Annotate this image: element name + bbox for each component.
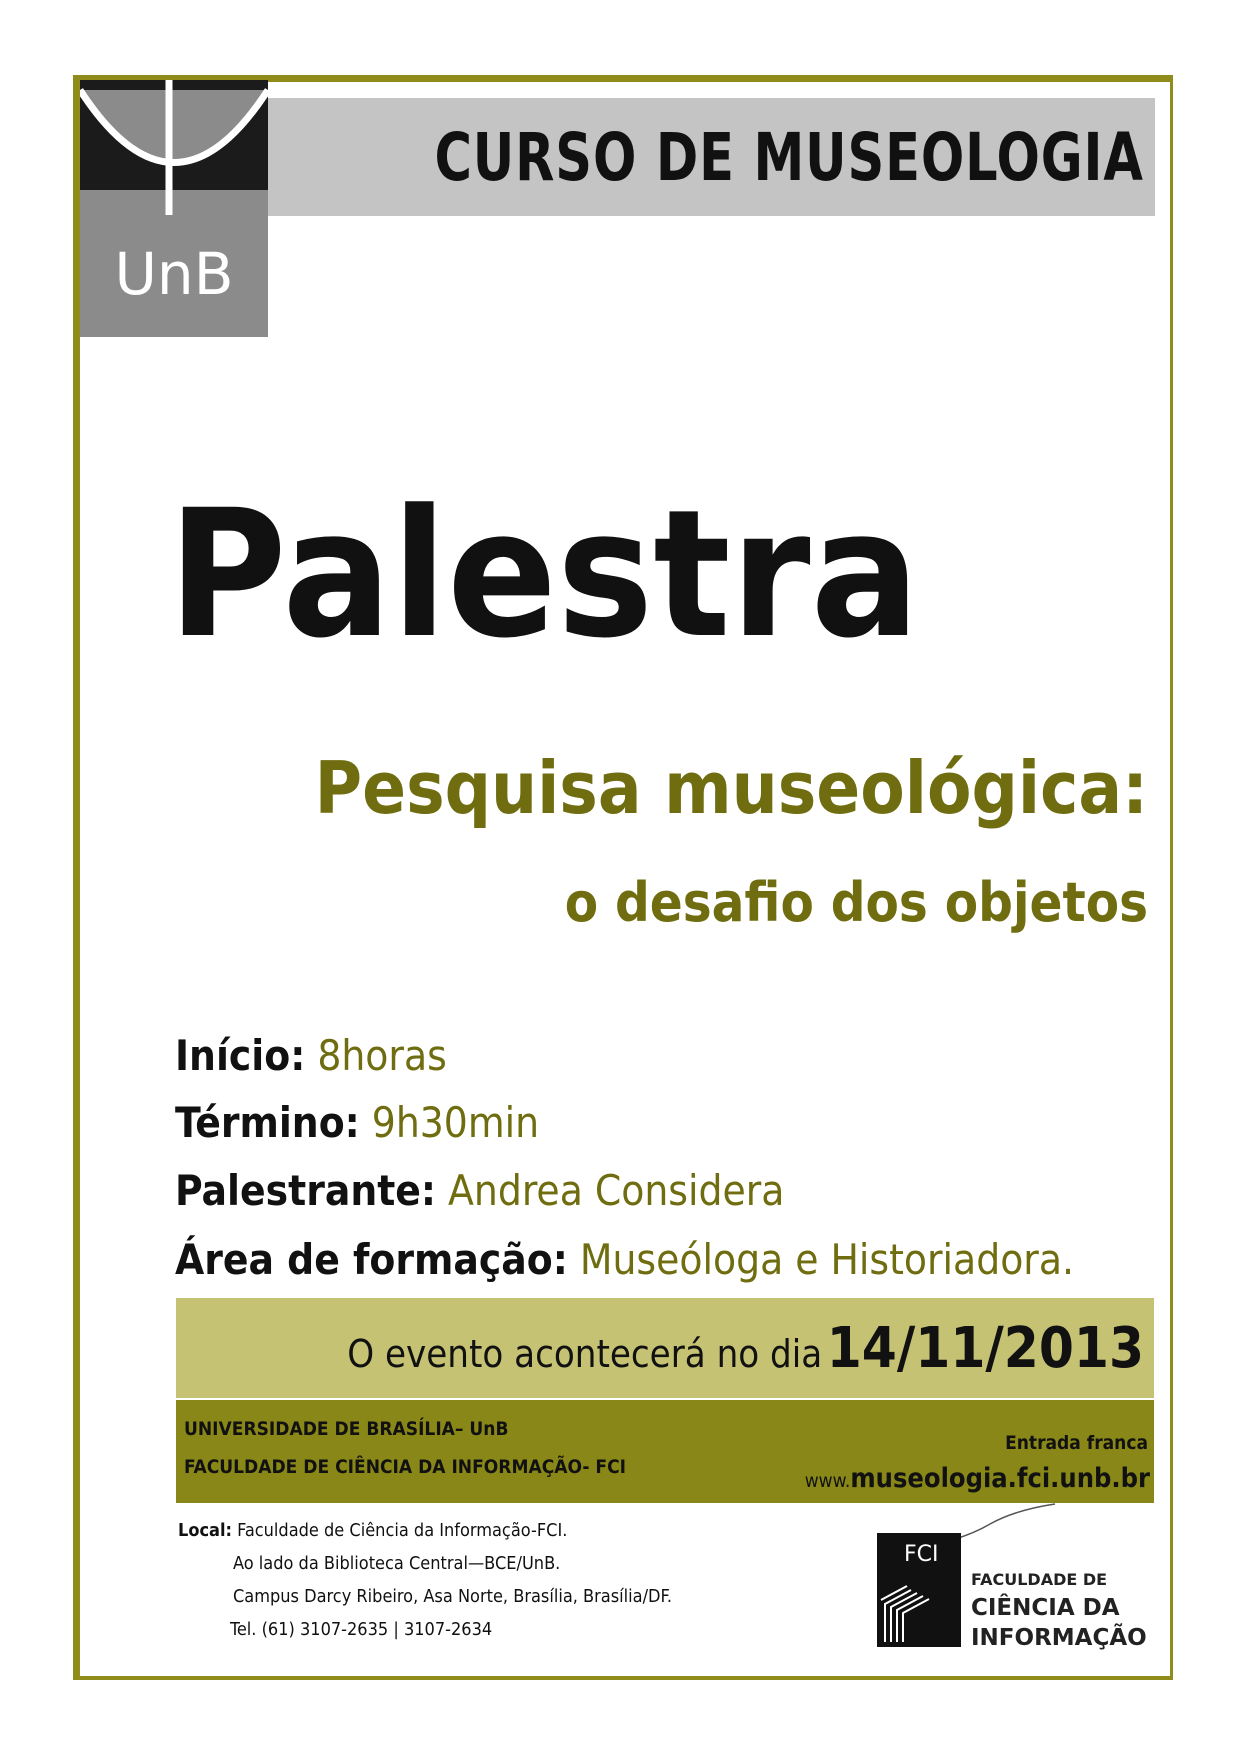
course-title: CURSO DE MUSEOLOGIA	[434, 119, 1144, 196]
url-domain: museologia.fci.unb.br	[850, 1463, 1150, 1494]
detail-speaker	[175, 1163, 784, 1219]
phone-line: Tel. (61) 3107-2635 | 3107-2634	[230, 1619, 493, 1640]
unb-logo-text: UnB	[114, 240, 234, 308]
fci-name-line2: CIÊNCIA DA	[971, 1595, 1120, 1621]
unb-emblem-icon	[80, 80, 268, 225]
detail-value: 8horas	[317, 1031, 447, 1080]
detail-area	[175, 1232, 1074, 1288]
website-link[interactable]	[805, 1463, 1150, 1494]
university-name: UNIVERSIDADE DE BRASÍLIA– UnB	[184, 1418, 509, 1440]
lecture-title: Pesquisa museológica:	[314, 746, 1148, 830]
location-line: Campus Darcy Ribeiro, Asa Norte, Brasília, Brasília/DF.	[233, 1586, 673, 1607]
fci-stripes-icon	[877, 1580, 961, 1647]
detail-value: Museóloga e Historiadora.	[579, 1235, 1074, 1284]
detail-start	[175, 1028, 447, 1084]
url-prefix: www.	[804, 1470, 851, 1492]
faculty-name: FACULDADE DE CIÊNCIA DA INFORMAÇÃO- FCI	[184, 1456, 626, 1478]
fci-name-line3: INFORMAÇÃO	[971, 1625, 1147, 1651]
detail-value: Andrea Considera	[448, 1166, 785, 1215]
detail-end	[175, 1095, 539, 1151]
event-date: 14/11/2013	[826, 1316, 1144, 1381]
main-title: Palestra	[168, 472, 920, 677]
free-entry: Entrada franca	[1005, 1432, 1148, 1454]
location-line: Faculdade de Ciência da Informação-FCI.	[237, 1520, 568, 1541]
detail-label: Início:	[175, 1031, 306, 1080]
location-label: Local:	[178, 1520, 232, 1541]
event-date-line	[347, 1316, 1144, 1381]
detail-value: 9h30min	[371, 1098, 540, 1147]
detail-label: Término:	[175, 1098, 360, 1147]
lecture-subtitle: o desafio dos objetos	[564, 871, 1148, 934]
location-line: Ao lado da Biblioteca Central—BCE/UnB.	[233, 1553, 561, 1574]
location-block	[178, 1520, 567, 1541]
event-text: O evento acontecerá no dia	[347, 1332, 823, 1376]
fci-name-line1: FACULDADE DE	[971, 1570, 1108, 1589]
detail-label: Palestrante:	[175, 1166, 437, 1215]
fci-logo-abbr: FCI	[904, 1542, 939, 1567]
detail-label: Área de formação:	[175, 1235, 568, 1284]
